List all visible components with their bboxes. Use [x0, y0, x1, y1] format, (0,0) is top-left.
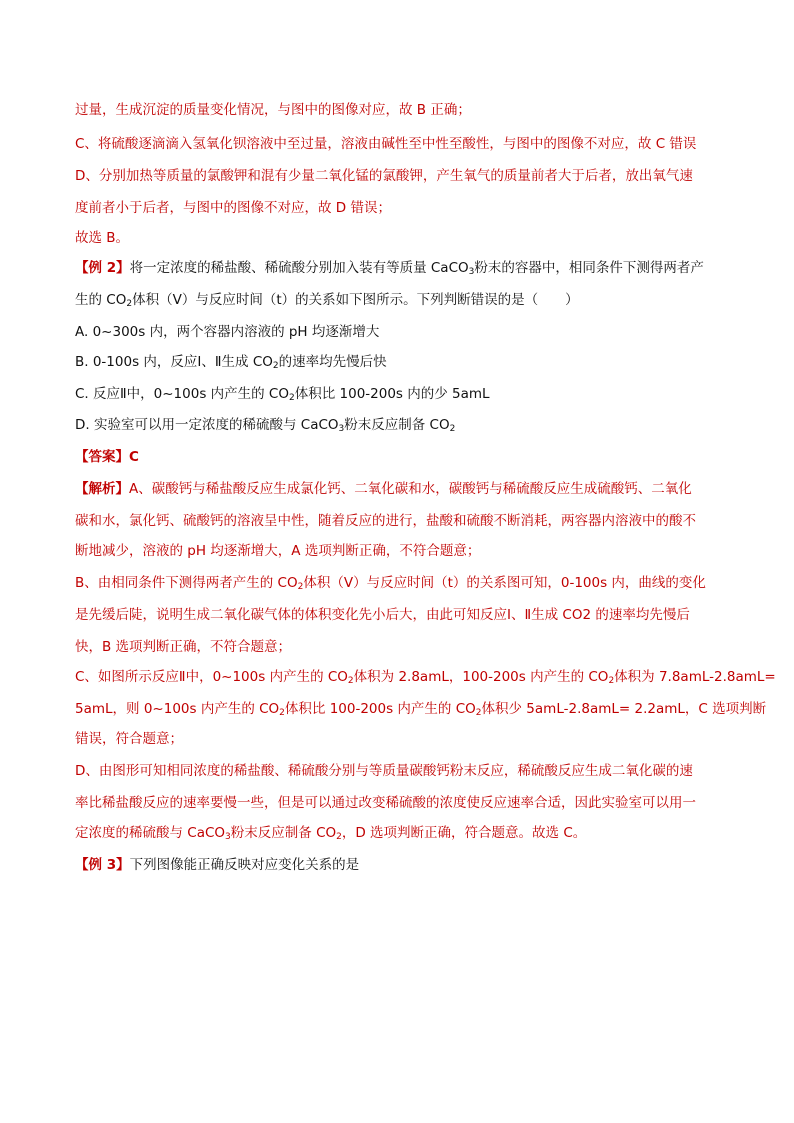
text-segment: 粉末反应制备 CO — [230, 825, 337, 841]
subscript: 3 — [468, 267, 475, 277]
text-segment: 错误，符合题意； — [75, 731, 183, 747]
subscript: 2 — [608, 676, 615, 686]
text-segment: D、由图形可知相同浓度的稀盐酸、稀硫酸分别与等质量碳酸钙粉末反应，稀硫酸反应生成二氧化碳的速 — [75, 763, 693, 779]
text-segment: B、由相同条件下测得两者产生的 CO — [75, 575, 298, 591]
text-segment: D. 实验室可以用一定浓度的稀硫酸与 CaCO — [75, 417, 339, 433]
text-segment: 体积为 2.8amL，100-200s 内产生的 CO — [353, 669, 609, 685]
subscript: 2 — [297, 582, 304, 592]
subscript: 2 — [126, 299, 133, 309]
text-segment: 率比稀盐酸反应的速率要慢一些，但是可以通过改变稀硫酸的浓度使反应速率合适，因此实验室可以用一 — [75, 795, 696, 811]
text-segment: D、分别加热等质量的氯酸钾和混有少量二氧化锰的氯酸钾，产生氧气的质量前者大于后者，放出氧气速 — [75, 168, 693, 184]
text-line — [75, 447, 725, 467]
text-line — [75, 637, 725, 657]
text-line — [75, 322, 725, 342]
text-segment: 度前者小于后者，与图中的图像不对应，故 D 错误； — [75, 200, 391, 216]
text-line — [75, 823, 725, 843]
text-line — [75, 258, 725, 278]
text-line — [75, 793, 725, 813]
text-line — [75, 729, 725, 749]
text-line — [75, 511, 725, 531]
text-segment: A. 0~300s 内，两个容器内溶液的 pH 均逐渐增大 — [75, 324, 380, 340]
text-segment: ，D 选项判断正确，符合题意。故选 C。 — [341, 825, 587, 841]
text-segment: 故选 B。 — [75, 230, 130, 246]
text-line — [75, 605, 725, 625]
text-segment: 碳和水，氯化钙、硫酸钙的溶液呈中性，随着反应的进行，盐酸和硫酸不断消耗，两容器内溶液中的酸不 — [75, 513, 696, 529]
text-segment: 体积（V）与反应时间（t）的关系如下图所示。下列判断错误的是（ ） — [132, 292, 579, 308]
text-line — [75, 100, 725, 120]
text-line — [75, 290, 725, 310]
text-segment: 体积少 5amL-2.8amL= 2.2amL，C 选项判断 — [481, 701, 767, 717]
text-line — [75, 479, 725, 499]
text-line — [75, 228, 725, 248]
text-segment: 5amL，则 0~100s 内产生的 CO — [75, 701, 280, 717]
text-segment: 【例 3】 — [75, 857, 130, 873]
text-line — [75, 855, 725, 875]
text-segment: 下列图像能正确反映对应变化关系的是 — [129, 857, 360, 873]
text-segment: 是先缓后陡，说明生成二氧化碳气体的体积变化先小后大，由此可知反应Ⅰ、Ⅱ生成 CO2 的速率均先慢后 — [75, 607, 690, 623]
text-line — [75, 761, 725, 781]
text-line — [75, 384, 725, 404]
text-segment: 体积（V）与反应时间（t）的关系图可知，0-100s 内，曲线的变化 — [303, 575, 706, 591]
text-line — [75, 166, 725, 186]
text-segment: 【答案】C — [75, 449, 139, 465]
subscript: 2 — [336, 832, 342, 842]
text-segment: 粉末反应制备 CO — [344, 417, 450, 433]
subscript: 2 — [289, 393, 295, 403]
text-segment: 体积比 100-200s 内产生的 CO — [284, 701, 476, 717]
text-segment: 的速率均先慢后快 — [278, 354, 387, 370]
text-segment: 将一定浓度的稀盐酸、稀硫酸分别加入装有等质量 CaCO — [129, 260, 469, 276]
text-segment: 定浓度的稀硫酸与 CaCO — [75, 825, 226, 841]
subscript: 3 — [225, 832, 231, 842]
text-segment: B. 0-100s 内，反应Ⅰ、Ⅱ生成 CO — [75, 354, 273, 370]
text-segment: 体积为 7.8amL-2.8amL= — [614, 669, 776, 685]
subscript: 2 — [272, 361, 279, 371]
text-line — [75, 134, 725, 154]
subscript: 2 — [449, 424, 456, 434]
subscript: 2 — [279, 708, 285, 718]
text-line — [75, 352, 725, 372]
text-line — [75, 415, 725, 435]
text-segment: 快，B 选项判断正确，不符合题意； — [75, 639, 292, 655]
text-segment: 体积比 100-200s 内的少 5amL — [294, 386, 490, 402]
text-segment: 过量，生成沉淀的质量变化情况，与图中的图像对应，故 B 正确； — [75, 102, 471, 118]
text-line — [75, 699, 767, 719]
text-segment: C. 反应Ⅱ中，0~100s 内产生的 CO — [75, 386, 289, 402]
text-segment: C、将硫酸逐滴滴入氢氧化钡溶液中至过量，溶液由碱性至中性至酸性，与图中的图像不对应，故 C 错误 — [75, 136, 697, 152]
text-segment: 粉末的容器中，相同条件下测得两者产 — [474, 260, 704, 276]
text-segment: A、碳酸钙与稀盐酸反应生成氯化钙、二氧化碳和水，碳酸钙与稀硫酸反应生成硫酸钙、二氧化 — [129, 481, 692, 497]
text-segment: 【例 2】 — [75, 260, 130, 276]
text-line — [75, 667, 776, 687]
text-line — [75, 198, 725, 218]
text-line — [75, 541, 725, 561]
text-segment: 生的 CO — [75, 292, 127, 308]
text-segment: 【解析】 — [75, 481, 129, 497]
text-segment: 断地减少，溶液的 pH 均逐渐增大，A 选项判断正确，不符合题意； — [75, 543, 481, 559]
subscript: 2 — [347, 676, 354, 686]
subscript: 3 — [338, 424, 345, 434]
subscript: 2 — [475, 708, 482, 718]
text-line — [75, 573, 725, 593]
text-segment: C、如图所示反应Ⅱ中，0~100s 内产生的 CO — [75, 669, 348, 685]
